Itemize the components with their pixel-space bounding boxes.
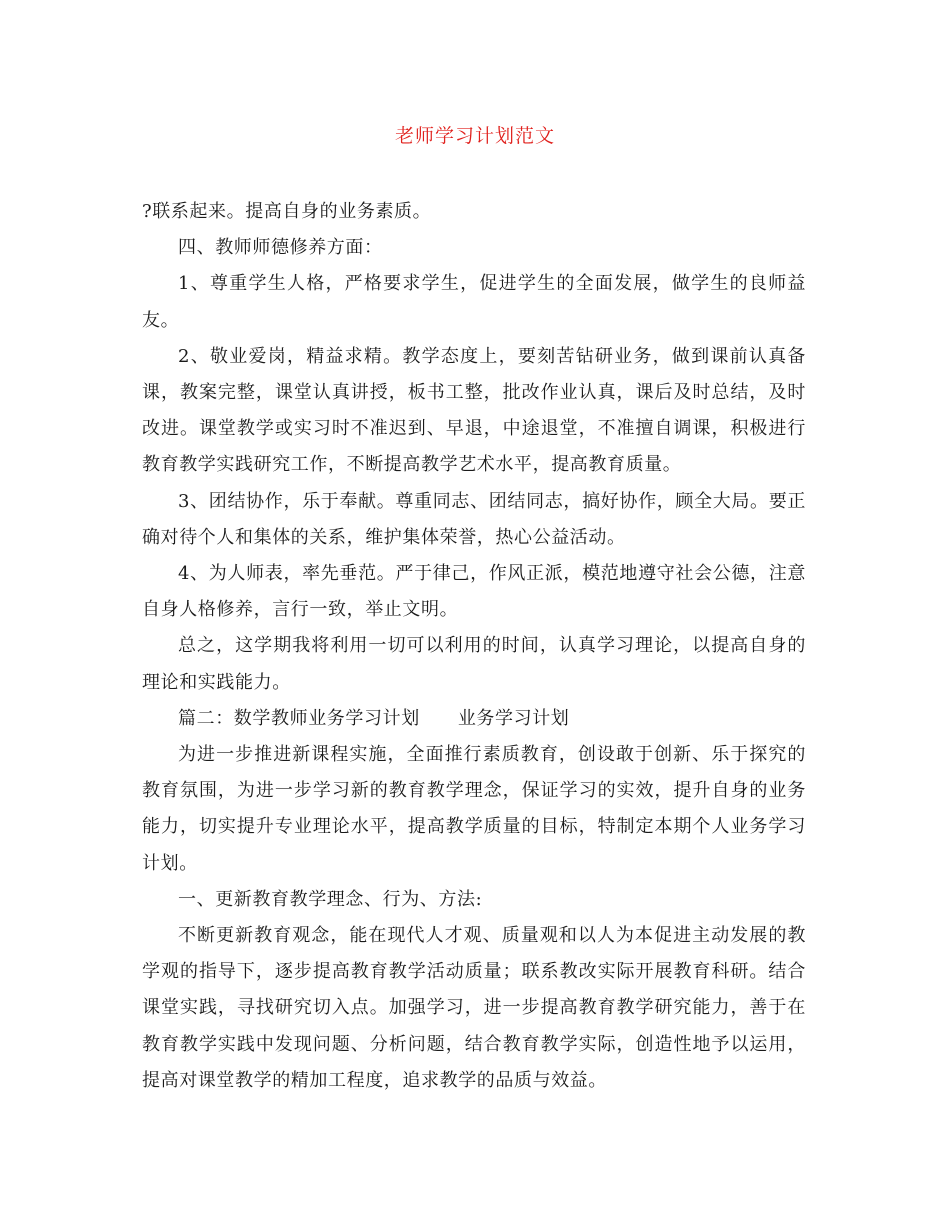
section-heading-part-two-title: 篇二：数学教师业务学习计划 xyxy=(178,707,420,729)
paragraph: 1、尊重学生人格，严格要求学生，促进学生的全面发展，做学生的良师益友。 xyxy=(142,273,806,331)
paragraph: 4、为人师表，率先垂范。严于律己，作风正派，模范地遵守社会公德，注意自身人格修养，言行一致，举止文明。 xyxy=(142,563,806,621)
document-body xyxy=(142,194,806,1099)
paragraph: 不断更新教育观念，能在现代人才观、质量观和以人为本促进主动发展的教学观的指导下，逐步提高教育教学活动质量；联系教改实际开展教育科研。结合课堂实践，寻找研究切入点。加强学习，进一步提高教育教学研究能力，善于在教育教学实践中发现问题、分析问题，结合教育教学实际，创造性地予以运用，提高对课堂教学的精加工程度，追求教学的品质与效益。 xyxy=(142,925,806,1091)
document-title: 老师学习计划范文 xyxy=(394,125,555,147)
section-heading-part-two-subtitle: 业务学习计划 xyxy=(457,707,570,729)
section-heading-part-two xyxy=(142,701,806,737)
paragraph: 2、敬业爱岗，精益求精。教学态度上，要刻苦钻研业务，做到课前认真备课，教案完整，课堂认真讲授，板书工整，批改作业认真，课后及时总结，及时改进。课堂教学或实习时不准迟到、早退，中途退堂，不准擅自调课，积极进行教育教学实践研究工作，不断提高教学艺术水平，提高教育质量。 xyxy=(142,345,806,476)
section-heading-update-concepts: 一、更新教育教学理念、行为、方法: xyxy=(178,888,483,910)
section-heading-teacher-ethics: 四、教师师德修养方面： xyxy=(178,237,383,259)
paragraph: 为进一步推进新课程实施，全面推行素质教育，创设敢于创新、乐于探究的教育氛围，为进一步学习新的教育教学理念，保证学习的实效，提升自身的业务能力，切实提升专业理论水平，提高教学质量的目标，特制定本期个人业务学习计划。 xyxy=(142,744,806,874)
paragraph: 3、团结协作，乐于奉献。尊重同志、团结同志，搞好协作，顾全大局。要正确对待个人和集体的关系，维护集体荣誉，热心公益活动。 xyxy=(142,490,806,548)
paragraph-conclusion: 总之，这学期我将利用一切可以利用的时间，认真学习理论，以提高自身的理论和实践能力。 xyxy=(142,635,806,693)
paragraph: ?联系起来。提高自身的业务素质。 xyxy=(142,201,432,222)
